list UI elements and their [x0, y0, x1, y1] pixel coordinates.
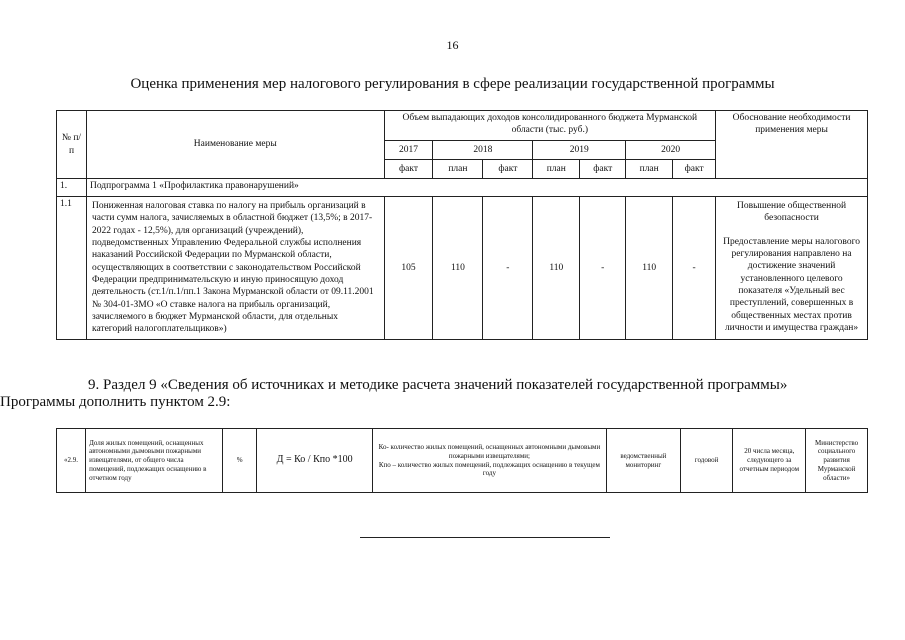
tax-measures-table [56, 110, 868, 340]
indicator-description [372, 429, 606, 493]
page-number: 16 [446, 38, 459, 52]
indicator-unit: % [222, 429, 257, 493]
justification-cell [716, 197, 868, 340]
description-kpo: Кпо – количество жилых помещений, подлежащих оснащению в текущем году [378, 460, 600, 478]
header-subhead: факт [483, 160, 533, 179]
header-num: № п/п [57, 111, 87, 179]
header-subhead: факт [384, 160, 433, 179]
header-subhead: факт [673, 160, 716, 179]
indicator-deadline: 20 числа месяца, следующего за отчетным периодом [733, 429, 806, 493]
value-cell: 110 [533, 197, 580, 340]
header-subhead: факт [580, 160, 626, 179]
indicator-num: «2.9. [57, 429, 86, 493]
header-subhead: план [626, 160, 673, 179]
value-cell: 110 [433, 197, 483, 340]
header-justification: Обоснование необходимости применения меры [716, 111, 868, 179]
indicator-name: Доля жилых помещений, оснащенных автономными дымовыми пожарными извещателями, от общего числа помещений, подлежащих оснащению в отчетном году [86, 429, 223, 493]
header-year: 2020 [626, 141, 716, 160]
header-name: Наименование меры [86, 111, 384, 179]
indicator-formula: Д = Ко / Кпо *100 [257, 429, 372, 493]
indicator-responsible: Министерство социального развития Мурманской области» [806, 429, 868, 493]
header-year: 2019 [533, 141, 626, 160]
value-cell: - [483, 197, 533, 340]
value-cell: 105 [384, 197, 433, 340]
indicator-source: ведомственный мониторинг [607, 429, 681, 493]
header-year: 2018 [433, 141, 533, 160]
value-cell: 110 [626, 197, 673, 340]
row-num: 1.1 [57, 197, 87, 340]
subprogram-text: Подпрограмма 1 «Профилактика правонарушений» [86, 179, 867, 197]
footer-divider [360, 537, 610, 538]
justification-goal: Повышение общественной безопасности [736, 201, 847, 224]
subprogram-num: 1. [57, 179, 87, 197]
header-year: 2017 [384, 141, 433, 160]
value-cell: - [673, 197, 716, 340]
paragraph-line1: 9. Раздел 9 «Сведения об источниках и методике расчета значений показателей государственной программы» [88, 377, 788, 393]
header-subhead: план [533, 160, 580, 179]
header-subhead: план [433, 160, 483, 179]
description-ko: Ко- количество жилых помещений, оснащенных автономными дымовыми пожарными извещателями; [378, 443, 601, 460]
indicator-table [56, 428, 868, 493]
page-title: Оценка применения мер налогового регулирования в сфере реализации государственной программы [130, 76, 775, 92]
header-volume: Объем выпадающих доходов консолидированного бюджета Мурманской области (тыс. руб.) [384, 111, 716, 141]
justification-detail: Предоставление меры налогового регулирования направлено на достижение значений установленного целевого показателя «Удельный вес преступлений, совершенных в общественных местах против личности и имущества граждан» [723, 236, 860, 334]
measure-name: Пониженная налоговая ставка по налогу на прибыль организаций в части сумм налога, зачисляемых в областной бюджет (13,5%; в 2017-2022 годах - 12,5%), для организаций (учреждений), подведомственных Управлению Федеральной службы исполнения наказаний Российской Федерации по Мурманской области, осуществляющих в соответствии с законодательством Российской Федерации предпринимательскую и иную приносящую доход деятельность (ст.1/п.1/пп.1 Закона Мурманской области от 09.11.2001 № 304-01-ЗМО «О ставке налога на прибыль организаций, зачисляемого в бюджет Мурманской области, для отдельных категорий налогоплательщиков») [86, 197, 384, 340]
amendment-paragraph [0, 377, 866, 411]
paragraph-line2: Программы дополнить пунктом 2.9: [0, 394, 231, 410]
indicator-frequency: годовой [680, 429, 733, 493]
value-cell: - [580, 197, 626, 340]
